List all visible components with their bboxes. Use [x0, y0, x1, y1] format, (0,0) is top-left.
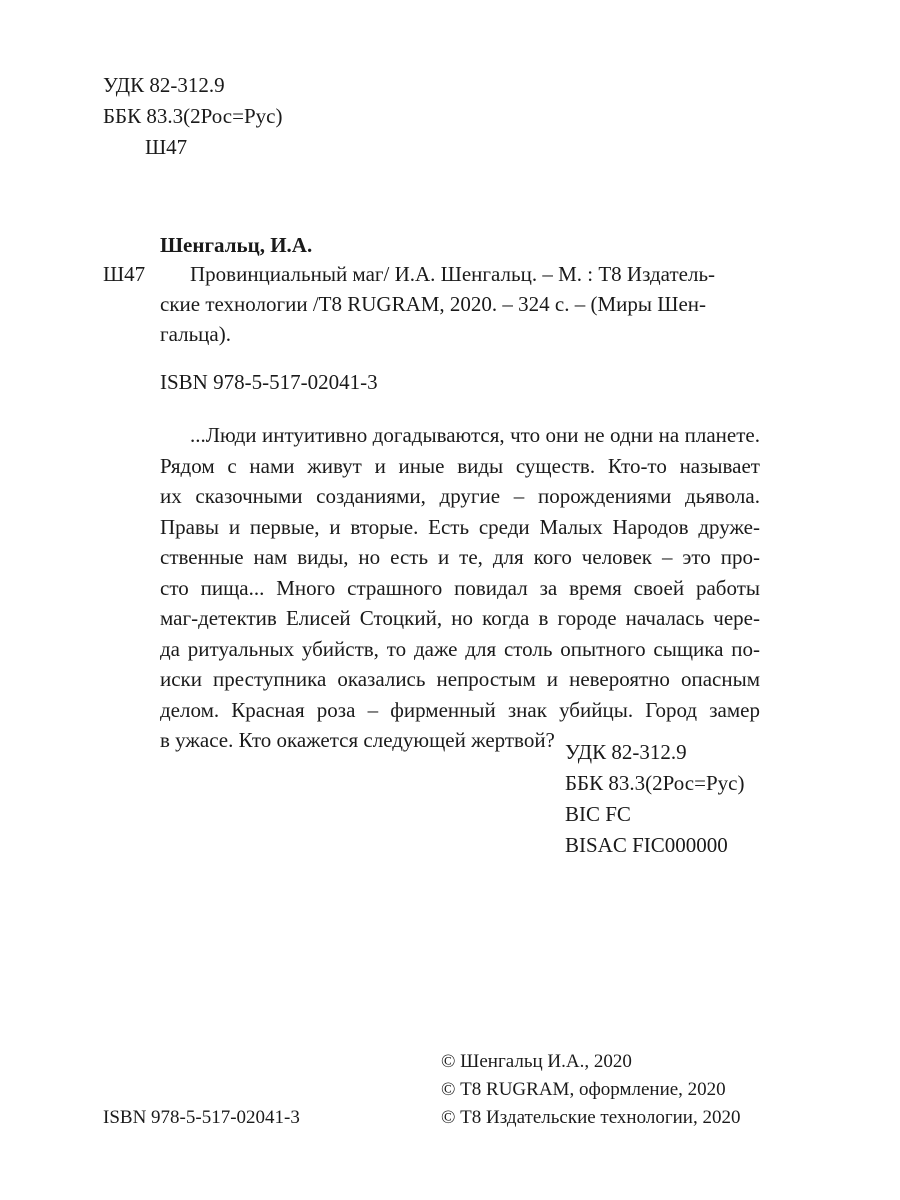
- right-classification-codes: [565, 737, 744, 861]
- bbk-code: ББК 83.3(2Рос=Рус): [103, 104, 283, 128]
- annotation-line: ...Люди интуитивно догадываются, что они не одни на планете.: [190, 423, 760, 447]
- annotation-line: маг-детектив Елисей Стоцкий, но когда в городе началась чере-: [160, 606, 760, 630]
- author-heading: Шенгальц, И.А.: [160, 233, 313, 257]
- description-line: гальца).: [160, 322, 231, 346]
- udk-code: УДК 82-312.9: [103, 73, 225, 97]
- annotation-line: иски преступника оказались непростым и невероятно опасным: [160, 667, 760, 691]
- annotation-line: в ужасе. Кто окажется следующей жертвой?: [160, 728, 555, 752]
- annotation-line: Правы и первые, и вторые. Есть среди Малых Народов друже-: [160, 514, 760, 539]
- annotation-paragraph: [160, 420, 760, 756]
- udk-code: УДК 82-312.9: [565, 740, 687, 764]
- copyright-block: [441, 1048, 740, 1132]
- card-isbn: ISBN 978-5-517-02041-3: [160, 370, 378, 394]
- annotation-line: их сказочными созданиями, другие – порождениями дьявола.: [160, 484, 760, 508]
- copyright-line: © Т8 Издательские технологии, 2020: [441, 1107, 741, 1128]
- annotation-line: делом. Красная роза – фирменный знак убийцы. Город замер: [160, 697, 760, 722]
- description-line: ские технологии /Т8 RUGRAM, 2020. – 324 с. – (Миры Шен-: [160, 292, 706, 316]
- bibliographic-description: [160, 259, 780, 349]
- bic-code: BIC FC: [565, 802, 631, 826]
- copyright-line: © Т8 RUGRAM, оформление, 2020: [441, 1079, 726, 1100]
- annotation-line: сто пища... Много страшного повидал за время своей работы: [160, 575, 760, 600]
- bottom-isbn: ISBN 978-5-517-02041-3: [103, 1107, 300, 1128]
- bisac-code: BISAC FIC000000: [565, 833, 728, 857]
- annotation-line: да ритуальных убийств, то даже для столь опытного сыщика по-: [160, 636, 760, 661]
- annotation-line: ственные нам виды, но есть и те, для кого человек – это про-: [160, 545, 760, 569]
- author-mark: Ш47: [145, 135, 188, 159]
- copyright-line: © Шенгальц И.А., 2020: [441, 1051, 632, 1072]
- annotation-line: Рядом с нами живут и иные виды существ. Кто-то называет: [160, 453, 760, 478]
- bbk-code: ББК 83.3(2Рос=Рус): [565, 771, 745, 795]
- description-line: Провинциальный маг/ И.А. Шенгальц. – М. : Т8 Издатель-: [190, 262, 716, 286]
- top-classification-codes: [103, 70, 282, 163]
- card-author-mark: Ш47: [103, 262, 146, 286]
